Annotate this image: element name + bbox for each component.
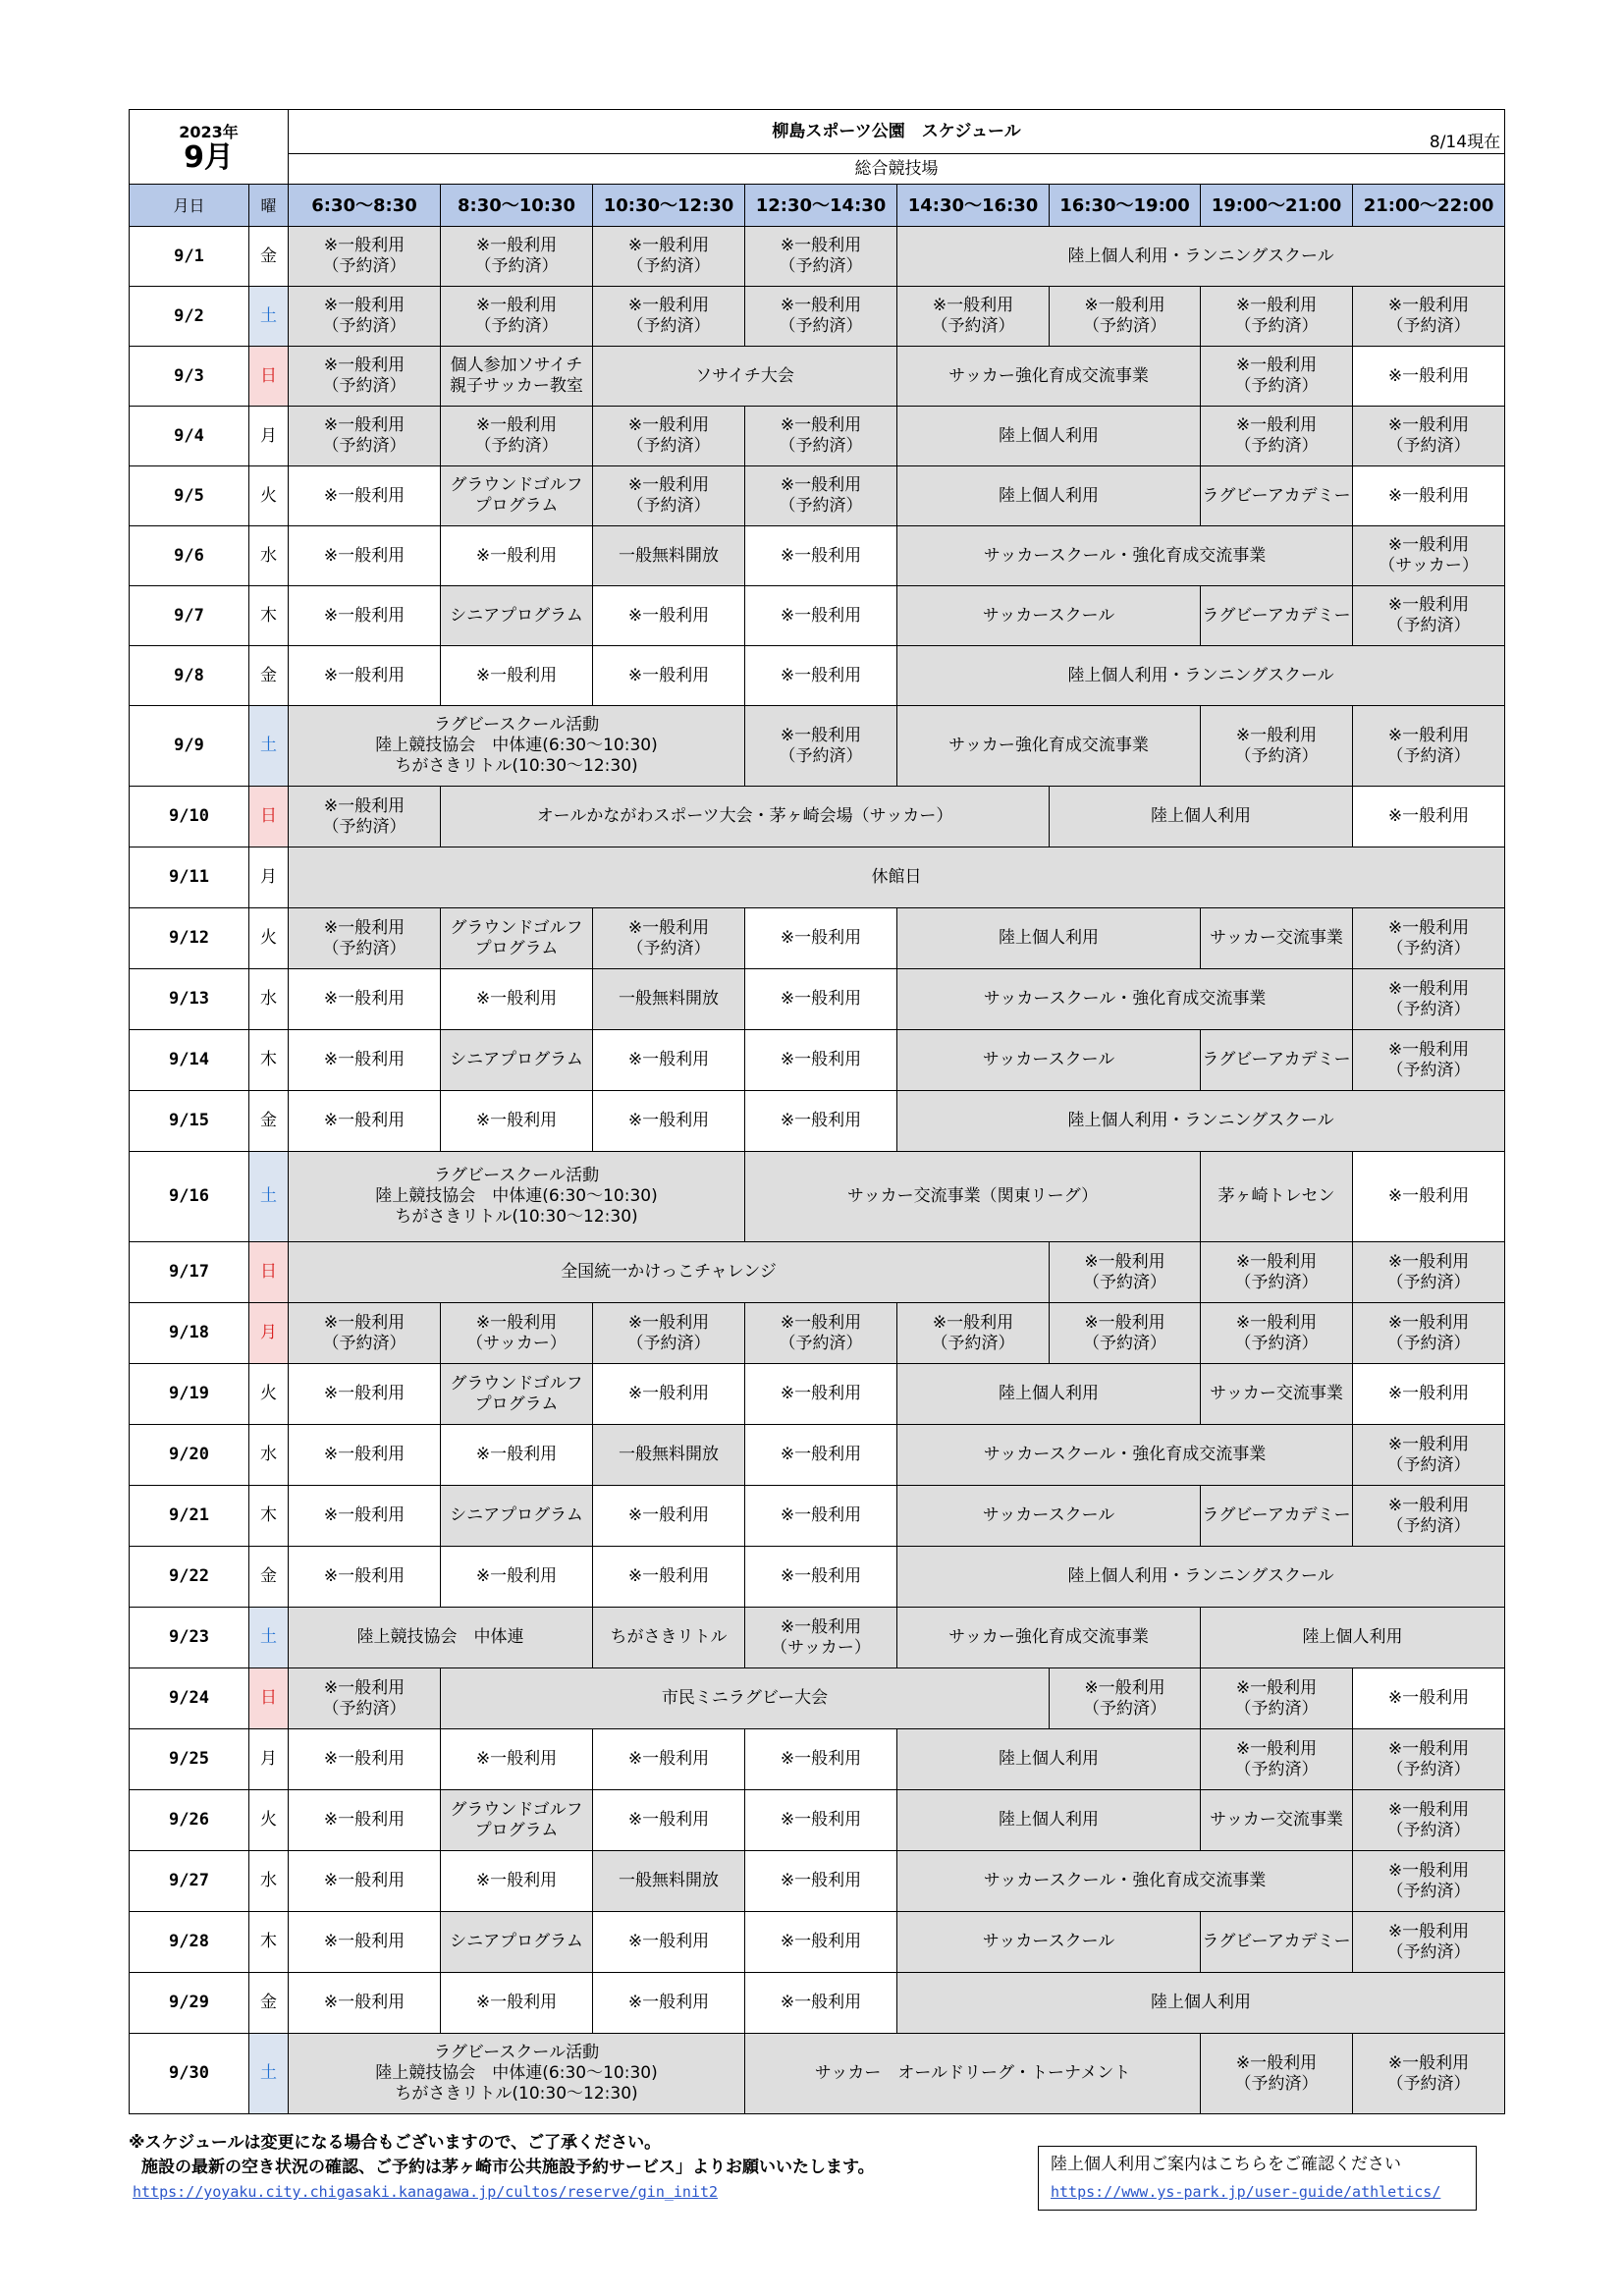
schedule-cell: ※一般利用 （予約済） bbox=[441, 407, 593, 466]
schedule-cell: ※一般利用 （予約済） bbox=[289, 787, 441, 847]
schedule-cell: ラグビーアカデミー bbox=[1201, 1030, 1353, 1091]
schedule-cell: ※一般利用 bbox=[289, 1790, 441, 1851]
dow-cell: 木 bbox=[249, 1486, 289, 1547]
date-cell: 9/13 bbox=[130, 969, 249, 1030]
schedule-cell: 陸上競技協会 中体連 bbox=[289, 1608, 593, 1668]
table-row bbox=[130, 2034, 1505, 2114]
schedule-cell: ※一般利用 bbox=[593, 1912, 745, 1973]
schedule-cell: ※一般利用 bbox=[745, 1912, 897, 1973]
schedule-cell: ※一般利用 bbox=[289, 969, 441, 1030]
table-row bbox=[130, 1242, 1505, 1303]
dow-cell: 日 bbox=[249, 787, 289, 847]
schedule-cell: 陸上個人利用・ランニングスクール bbox=[897, 1091, 1505, 1152]
schedule-cell: ※一般利用 （予約済） bbox=[289, 1668, 441, 1729]
schedule-cell: ※一般利用 （予約済） bbox=[593, 407, 745, 466]
schedule-cell: サッカースクール・強化育成交流事業 bbox=[897, 1425, 1353, 1486]
schedule-cell: サッカー交流事業 bbox=[1201, 1364, 1353, 1425]
page-title: 柳島スポーツ公園 スケジュール bbox=[772, 121, 1021, 141]
schedule-cell: ※一般利用 （予約済） bbox=[1353, 1486, 1505, 1547]
table-row bbox=[130, 1790, 1505, 1851]
schedule-cell: ラグビーアカデミー bbox=[1201, 1486, 1353, 1547]
schedule-cell: ※一般利用 bbox=[593, 586, 745, 646]
schedule-cell: ※一般利用 （サッカー） bbox=[441, 1303, 593, 1364]
schedule-cell: ※一般利用 bbox=[289, 1851, 441, 1912]
schedule-cell: ※一般利用 （予約済） bbox=[289, 908, 441, 969]
table-row bbox=[130, 1729, 1505, 1790]
schedule-cell: ※一般利用 bbox=[289, 646, 441, 706]
schedule-cell: 陸上個人利用・ランニングスクール bbox=[897, 646, 1505, 706]
schedule-cell: サッカースクール bbox=[897, 1030, 1201, 1091]
dow-cell: 火 bbox=[249, 1790, 289, 1851]
schedule-cell: ※一般利用 bbox=[593, 1091, 745, 1152]
schedule-cell: ※一般利用 bbox=[289, 1364, 441, 1425]
schedule-cell: 陸上個人利用・ランニングスクール bbox=[897, 227, 1505, 287]
schedule-cell: グラウンドゴルフ プログラム bbox=[441, 466, 593, 526]
schedule-cell: 陸上個人利用 bbox=[897, 1364, 1201, 1425]
schedule-cell: シニアプログラム bbox=[441, 1486, 593, 1547]
dow-cell: 水 bbox=[249, 526, 289, 586]
schedule-cell: ※一般利用 bbox=[593, 1973, 745, 2034]
schedule-cell: ※一般利用 bbox=[593, 1790, 745, 1851]
schedule-cell: ※一般利用 bbox=[441, 1091, 593, 1152]
schedule-cell: ※一般利用 bbox=[289, 1547, 441, 1608]
schedule-cell: ※一般利用 （予約済） bbox=[593, 287, 745, 347]
table-row bbox=[130, 1668, 1505, 1729]
schedule-cell: 一般無料開放 bbox=[593, 1425, 745, 1486]
date-cell: 9/14 bbox=[130, 1030, 249, 1091]
year-label: 2023年 bbox=[179, 122, 239, 141]
schedule-cell: ※一般利用 （予約済） bbox=[1050, 1668, 1201, 1729]
column-header-row bbox=[130, 185, 1505, 227]
dow-cell: 土 bbox=[249, 1608, 289, 1668]
date-cell: 9/8 bbox=[130, 646, 249, 706]
table-row bbox=[130, 908, 1505, 969]
dow-cell: 火 bbox=[249, 466, 289, 526]
month-label: 9月 bbox=[184, 139, 234, 175]
slot-column-header: 10:30～12:30 bbox=[593, 185, 745, 227]
schedule-cell: ※一般利用 bbox=[745, 1851, 897, 1912]
schedule-cell: ※一般利用 （予約済） bbox=[1353, 1790, 1505, 1851]
schedule-cell: ※一般利用 bbox=[289, 466, 441, 526]
schedule-cell: 休館日 bbox=[289, 847, 1505, 908]
schedule-cell: ※一般利用 （予約済） bbox=[745, 706, 897, 787]
dow-cell: 土 bbox=[249, 706, 289, 787]
table-row bbox=[130, 1973, 1505, 2034]
date-cell: 9/16 bbox=[130, 1152, 249, 1242]
schedule-cell: オールかながわスポーツ大会・茅ヶ崎会場（サッカー） bbox=[441, 787, 1050, 847]
note-change-notice: ※スケジュールは変更になる場合もございますので、ご了承ください。 bbox=[129, 2133, 662, 2153]
schedule-cell: ※一般利用 bbox=[745, 586, 897, 646]
schedule-cell: ※一般利用 bbox=[1353, 1152, 1505, 1242]
schedule-table bbox=[129, 109, 1505, 2114]
date-cell: 9/6 bbox=[130, 526, 249, 586]
schedule-cell: ※一般利用 （予約済） bbox=[1050, 1303, 1201, 1364]
dow-cell: 木 bbox=[249, 1030, 289, 1091]
schedule-cell: ※一般利用 （予約済） bbox=[1201, 1668, 1353, 1729]
page-title-cell bbox=[289, 110, 1505, 154]
table-row bbox=[130, 227, 1505, 287]
schedule-cell: 陸上個人利用 bbox=[897, 1973, 1505, 2034]
schedule-cell: ラグビーアカデミー bbox=[1201, 466, 1353, 526]
date-cell: 9/27 bbox=[130, 1851, 249, 1912]
dow-cell: 月 bbox=[249, 407, 289, 466]
schedule-cell: ※一般利用 bbox=[745, 1364, 897, 1425]
schedule-cell: ※一般利用 bbox=[745, 1486, 897, 1547]
dow-cell: 土 bbox=[249, 1152, 289, 1242]
schedule-cell: ※一般利用 bbox=[593, 1364, 745, 1425]
schedule-cell: ラグビーアカデミー bbox=[1201, 1912, 1353, 1973]
schedule-cell: ラグビーアカデミー bbox=[1201, 586, 1353, 646]
schedule-cell: シニアプログラム bbox=[441, 1030, 593, 1091]
schedule-cell: サッカー強化育成交流事業 bbox=[897, 1608, 1201, 1668]
schedule-cell: ※一般利用 （サッカー） bbox=[745, 1608, 897, 1668]
schedule-cell: ※一般利用 （予約済） bbox=[1353, 1851, 1505, 1912]
schedule-cell: ※一般利用 bbox=[745, 1729, 897, 1790]
dow-column-header: 曜 bbox=[249, 185, 289, 227]
schedule-cell: サッカー強化育成交流事業 bbox=[897, 347, 1201, 407]
year-month-cell bbox=[130, 110, 289, 185]
schedule-cell: ※一般利用 （予約済） bbox=[1201, 287, 1353, 347]
schedule-cell: ※一般利用 （予約済） bbox=[745, 227, 897, 287]
schedule-cell: ※一般利用 （予約済） bbox=[1353, 586, 1505, 646]
schedule-cell: ※一般利用 bbox=[593, 1030, 745, 1091]
schedule-cell: ※一般利用 bbox=[745, 1425, 897, 1486]
schedule-cell: ※一般利用 （予約済） bbox=[1353, 1425, 1505, 1486]
schedule-cell: ※一般利用 bbox=[745, 1030, 897, 1091]
schedule-cell: ※一般利用 bbox=[441, 1547, 593, 1608]
schedule-cell: ※一般利用 bbox=[1353, 1668, 1505, 1729]
schedule-cell: 陸上個人利用 bbox=[1201, 1608, 1505, 1668]
schedule-cell: ※一般利用 bbox=[289, 1729, 441, 1790]
schedule-cell: ※一般利用 bbox=[745, 526, 897, 586]
date-cell: 9/4 bbox=[130, 407, 249, 466]
date-cell: 9/20 bbox=[130, 1425, 249, 1486]
schedule-cell: ※一般利用 bbox=[441, 1851, 593, 1912]
date-cell: 9/18 bbox=[130, 1303, 249, 1364]
table-row bbox=[130, 1608, 1505, 1668]
schedule-cell: ※一般利用 （予約済） bbox=[593, 908, 745, 969]
schedule-cell: 陸上個人利用・ランニングスクール bbox=[897, 1547, 1505, 1608]
schedule-cell: シニアプログラム bbox=[441, 1912, 593, 1973]
as-of-date: 8/14現在 bbox=[1429, 133, 1501, 152]
date-cell: 9/9 bbox=[130, 706, 249, 787]
schedule-cell: ※一般利用 （予約済） bbox=[289, 287, 441, 347]
table-row bbox=[130, 1486, 1505, 1547]
schedule-cell: サッカー オールドリーグ・トーナメント bbox=[745, 2034, 1201, 2114]
schedule-cell: ※一般利用 bbox=[745, 1790, 897, 1851]
schedule-cell: ※一般利用 bbox=[593, 1547, 745, 1608]
schedule-cell: サッカースクール・強化育成交流事業 bbox=[897, 1851, 1353, 1912]
schedule-cell: ※一般利用 （予約済） bbox=[593, 227, 745, 287]
date-cell: 9/12 bbox=[130, 908, 249, 969]
schedule-cell: ※一般利用 bbox=[289, 1486, 441, 1547]
dow-cell: 土 bbox=[249, 2034, 289, 2114]
schedule-cell: ※一般利用 bbox=[593, 1486, 745, 1547]
athletics-info-link[interactable]: https://www.ys-park.jp/user-guide/athletics/ bbox=[1051, 2183, 1441, 2201]
dow-cell: 土 bbox=[249, 287, 289, 347]
date-cell: 9/1 bbox=[130, 227, 249, 287]
schedule-cell: ※一般利用 （予約済） bbox=[1353, 2034, 1505, 2114]
table-row bbox=[130, 1091, 1505, 1152]
schedule-cell: ※一般利用 bbox=[289, 1030, 441, 1091]
dow-cell: 月 bbox=[249, 1729, 289, 1790]
table-row bbox=[130, 847, 1505, 908]
schedule-cell: ※一般利用 bbox=[441, 646, 593, 706]
date-cell: 9/24 bbox=[130, 1668, 249, 1729]
schedule-cell: ※一般利用 （予約済） bbox=[1201, 2034, 1353, 2114]
schedule-cell: サッカー交流事業 bbox=[1201, 1790, 1353, 1851]
schedule-cell: ※一般利用 （予約済） bbox=[593, 1303, 745, 1364]
dow-cell: 金 bbox=[249, 1547, 289, 1608]
reservation-link[interactable]: https://yoyaku.city.chigasaki.kanagawa.jp/cultos/reserve/gin_init2 bbox=[133, 2183, 719, 2201]
schedule-cell: ※一般利用 （予約済） bbox=[1353, 1030, 1505, 1091]
schedule-cell: ※一般利用 （予約済） bbox=[1201, 407, 1353, 466]
dow-cell: 火 bbox=[249, 1364, 289, 1425]
schedule-cell: ※一般利用 bbox=[289, 1425, 441, 1486]
schedule-cell: ※一般利用 （予約済） bbox=[745, 1303, 897, 1364]
table-row bbox=[130, 1547, 1505, 1608]
dow-cell: 火 bbox=[249, 908, 289, 969]
date-cell: 9/30 bbox=[130, 2034, 249, 2114]
dow-cell: 月 bbox=[249, 1303, 289, 1364]
schedule-cell: ※一般利用 bbox=[745, 969, 897, 1030]
dow-cell: 金 bbox=[249, 646, 289, 706]
schedule-cell: ※一般利用 bbox=[289, 586, 441, 646]
date-cell: 9/25 bbox=[130, 1729, 249, 1790]
schedule-cell: ラグビースクール活動 陸上競技協会 中体連(6:30～10:30) ちがさきリトル(10:30～12:30) bbox=[289, 1152, 745, 1242]
dow-cell: 木 bbox=[249, 586, 289, 646]
schedule-cell: ※一般利用 bbox=[441, 1729, 593, 1790]
schedule-cell: ※一般利用 （予約済） bbox=[1201, 1729, 1353, 1790]
table-row bbox=[130, 526, 1505, 586]
table-row bbox=[130, 646, 1505, 706]
schedule-cell: 市民ミニラグビー大会 bbox=[441, 1668, 1050, 1729]
schedule-cell: 陸上個人利用 bbox=[897, 407, 1201, 466]
table-row bbox=[130, 347, 1505, 407]
table-row bbox=[130, 1851, 1505, 1912]
slot-column-header: 21:00～22:00 bbox=[1353, 185, 1505, 227]
date-cell: 9/7 bbox=[130, 586, 249, 646]
venue-label: 総合競技場 bbox=[289, 154, 1505, 185]
schedule-cell: サッカースクール bbox=[897, 586, 1201, 646]
date-cell: 9/5 bbox=[130, 466, 249, 526]
schedule-cell: ※一般利用 （予約済） bbox=[289, 407, 441, 466]
dow-cell: 水 bbox=[249, 1851, 289, 1912]
schedule-cell: ※一般利用 bbox=[441, 1425, 593, 1486]
schedule-cell: ※一般利用 （予約済） bbox=[1201, 347, 1353, 407]
dow-cell: 月 bbox=[249, 847, 289, 908]
table-row bbox=[130, 969, 1505, 1030]
schedule-cell: ※一般利用 bbox=[1353, 787, 1505, 847]
date-cell: 9/23 bbox=[130, 1608, 249, 1668]
dow-cell: 日 bbox=[249, 1668, 289, 1729]
table-row bbox=[130, 1152, 1505, 1242]
schedule-cell: ※一般利用 bbox=[1353, 347, 1505, 407]
date-cell: 9/2 bbox=[130, 287, 249, 347]
schedule-cell: ※一般利用 （予約済） bbox=[1353, 1242, 1505, 1303]
date-column-header: 月日 bbox=[130, 185, 249, 227]
dow-cell: 水 bbox=[249, 1425, 289, 1486]
schedule-cell: ※一般利用 （予約済） bbox=[1353, 969, 1505, 1030]
schedule-cell: サッカースクール bbox=[897, 1486, 1201, 1547]
date-cell: 9/15 bbox=[130, 1091, 249, 1152]
schedule-cell: サッカースクール・強化育成交流事業 bbox=[897, 969, 1353, 1030]
schedule-cell: ※一般利用 （予約済） bbox=[1353, 1303, 1505, 1364]
schedule-cell: ※一般利用 bbox=[441, 969, 593, 1030]
table-row bbox=[130, 706, 1505, 787]
schedule-cell: ※一般利用 bbox=[745, 1973, 897, 2034]
schedule-cell: ※一般利用 （予約済） bbox=[593, 466, 745, 526]
schedule-cell: ※一般利用 （予約済） bbox=[1201, 1242, 1353, 1303]
date-cell: 9/21 bbox=[130, 1486, 249, 1547]
dow-cell: 日 bbox=[249, 1242, 289, 1303]
slot-column-header: 16:30～19:00 bbox=[1050, 185, 1201, 227]
schedule-cell: ※一般利用 bbox=[289, 1912, 441, 1973]
schedule-body bbox=[130, 227, 1505, 2114]
schedule-cell: 陸上個人利用 bbox=[897, 908, 1201, 969]
schedule-cell: ※一般利用 bbox=[593, 646, 745, 706]
schedule-cell: ※一般利用 bbox=[441, 526, 593, 586]
dow-cell: 金 bbox=[249, 227, 289, 287]
athletics-info-label: 陸上個人利用ご案内はこちらをご確認ください bbox=[1051, 2155, 1401, 2174]
schedule-cell: シニアプログラム bbox=[441, 586, 593, 646]
table-row bbox=[130, 1303, 1505, 1364]
schedule-cell: ※一般利用 （予約済） bbox=[1353, 908, 1505, 969]
schedule-cell: グラウンドゴルフ プログラム bbox=[441, 1364, 593, 1425]
schedule-cell: ※一般利用 （予約済） bbox=[289, 227, 441, 287]
table-row bbox=[130, 787, 1505, 847]
table-row bbox=[130, 1912, 1505, 1973]
table-row bbox=[130, 1425, 1505, 1486]
table-row bbox=[130, 287, 1505, 347]
schedule-cell: サッカースクール bbox=[897, 1912, 1201, 1973]
schedule-cell: 陸上個人利用 bbox=[897, 1790, 1201, 1851]
dow-cell: 日 bbox=[249, 347, 289, 407]
schedule-cell: 全国統一かけっこチャレンジ bbox=[289, 1242, 1050, 1303]
schedule-cell: ※一般利用 （予約済） bbox=[1353, 706, 1505, 787]
schedule-cell: サッカー強化育成交流事業 bbox=[897, 706, 1201, 787]
schedule-cell: ※一般利用 bbox=[745, 646, 897, 706]
date-cell: 9/19 bbox=[130, 1364, 249, 1425]
date-cell: 9/28 bbox=[130, 1912, 249, 1973]
schedule-cell: 陸上個人利用 bbox=[1050, 787, 1353, 847]
schedule-cell: ※一般利用 bbox=[593, 1729, 745, 1790]
date-cell: 9/3 bbox=[130, 347, 249, 407]
schedule-cell: ※一般利用 （予約済） bbox=[1201, 1303, 1353, 1364]
schedule-cell: ※一般利用 （予約済） bbox=[1201, 706, 1353, 787]
schedule-cell: ※一般利用 bbox=[1353, 1364, 1505, 1425]
schedule-cell: ※一般利用 bbox=[745, 908, 897, 969]
schedule-cell: ※一般利用 （予約済） bbox=[289, 1303, 441, 1364]
schedule-cell: ラグビースクール活動 陸上競技協会 中体連(6:30～10:30) ちがさきリトル(10:30～12:30) bbox=[289, 706, 745, 787]
schedule-cell: ※一般利用 （予約済） bbox=[745, 407, 897, 466]
schedule-cell: ラグビースクール活動 陸上競技協会 中体連(6:30～10:30) ちがさきリトル(10:30～12:30) bbox=[289, 2034, 745, 2114]
dow-cell: 金 bbox=[249, 1973, 289, 2034]
schedule-sheet bbox=[129, 109, 1504, 2114]
schedule-cell: ※一般利用 （予約済） bbox=[745, 287, 897, 347]
schedule-cell: ※一般利用 bbox=[745, 1547, 897, 1608]
schedule-cell: ※一般利用 （予約済） bbox=[897, 287, 1050, 347]
schedule-cell: 個人参加ソサイチ 親子サッカー教室 bbox=[441, 347, 593, 407]
schedule-cell: ※一般利用 （予約済） bbox=[1353, 1729, 1505, 1790]
dow-cell: 木 bbox=[249, 1912, 289, 1973]
schedule-cell: ※一般利用 （予約済） bbox=[1050, 1242, 1201, 1303]
schedule-cell: ※一般利用 （サッカー） bbox=[1353, 526, 1505, 586]
schedule-cell: ※一般利用 bbox=[289, 1973, 441, 2034]
slot-column-header: 6:30～8:30 bbox=[289, 185, 441, 227]
athletics-info-box bbox=[1038, 2146, 1477, 2211]
note-reservation: 施設の最新の空き状況の確認、ご予約は茅ヶ崎市公共施設予約サービス」よりお願いいたします。 bbox=[141, 2158, 875, 2177]
schedule-cell: ※一般利用 （予約済） bbox=[1353, 287, 1505, 347]
slot-column-header: 19:00～21:00 bbox=[1201, 185, 1353, 227]
table-row bbox=[130, 1364, 1505, 1425]
schedule-cell: ※一般利用 （予約済） bbox=[897, 1303, 1050, 1364]
slot-column-header: 8:30～10:30 bbox=[441, 185, 593, 227]
schedule-cell: ※一般利用 bbox=[1353, 466, 1505, 526]
dow-cell: 金 bbox=[249, 1091, 289, 1152]
dow-cell: 水 bbox=[249, 969, 289, 1030]
schedule-cell: ※一般利用 （予約済） bbox=[745, 466, 897, 526]
slot-column-header: 14:30～16:30 bbox=[897, 185, 1050, 227]
date-cell: 9/10 bbox=[130, 787, 249, 847]
date-cell: 9/11 bbox=[130, 847, 249, 908]
schedule-cell: ※一般利用 （予約済） bbox=[1050, 287, 1201, 347]
date-cell: 9/26 bbox=[130, 1790, 249, 1851]
schedule-cell: サッカー交流事業 bbox=[1201, 908, 1353, 969]
date-cell: 9/22 bbox=[130, 1547, 249, 1608]
schedule-cell: グラウンドゴルフ プログラム bbox=[441, 1790, 593, 1851]
schedule-cell: サッカースクール・強化育成交流事業 bbox=[897, 526, 1353, 586]
table-row bbox=[130, 407, 1505, 466]
schedule-cell: ※一般利用 bbox=[441, 1973, 593, 2034]
schedule-cell: 陸上個人利用 bbox=[897, 1729, 1201, 1790]
date-cell: 9/17 bbox=[130, 1242, 249, 1303]
slot-column-header: 12:30～14:30 bbox=[745, 185, 897, 227]
schedule-cell: ※一般利用 bbox=[289, 526, 441, 586]
table-row bbox=[130, 1030, 1505, 1091]
schedule-cell: ※一般利用 bbox=[745, 1091, 897, 1152]
schedule-cell: グラウンドゴルフ プログラム bbox=[441, 908, 593, 969]
schedule-cell: 茅ヶ崎トレセン bbox=[1201, 1152, 1353, 1242]
schedule-cell: 一般無料開放 bbox=[593, 969, 745, 1030]
table-row bbox=[130, 466, 1505, 526]
date-cell: 9/29 bbox=[130, 1973, 249, 2034]
schedule-cell: 一般無料開放 bbox=[593, 526, 745, 586]
schedule-cell: ※一般利用 （予約済） bbox=[1353, 407, 1505, 466]
schedule-cell: ※一般利用 （予約済） bbox=[1353, 1912, 1505, 1973]
schedule-cell: ソサイチ大会 bbox=[593, 347, 897, 407]
schedule-cell: ※一般利用 （予約済） bbox=[289, 347, 441, 407]
table-row bbox=[130, 586, 1505, 646]
schedule-cell: ※一般利用 （予約済） bbox=[441, 227, 593, 287]
schedule-cell: 陸上個人利用 bbox=[897, 466, 1201, 526]
schedule-cell: ※一般利用 bbox=[289, 1091, 441, 1152]
schedule-cell: 一般無料開放 bbox=[593, 1851, 745, 1912]
footer-notes bbox=[129, 2131, 875, 2205]
schedule-cell: ※一般利用 （予約済） bbox=[441, 287, 593, 347]
schedule-cell: サッカー交流事業（関東リーグ） bbox=[745, 1152, 1201, 1242]
schedule-cell: ちがさきリトル bbox=[593, 1608, 745, 1668]
